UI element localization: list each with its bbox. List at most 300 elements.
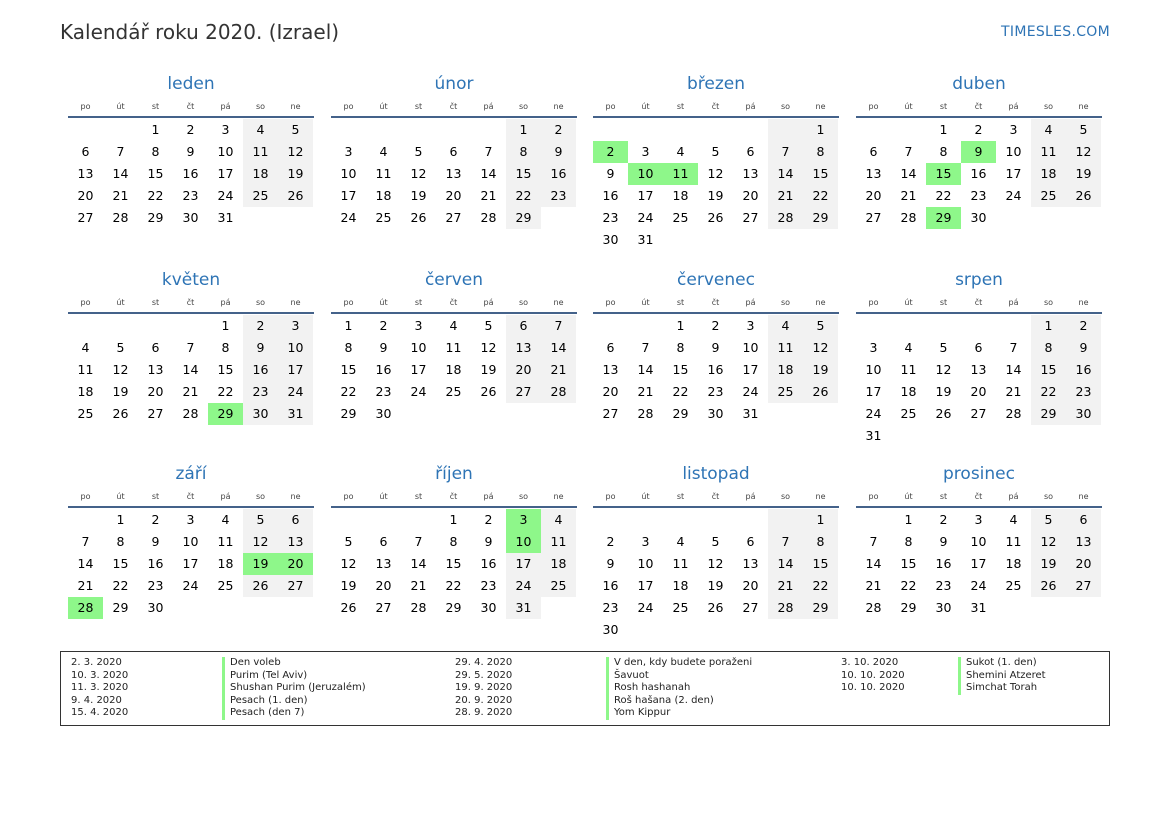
empty-cell xyxy=(856,509,891,531)
day-cell: 29 xyxy=(900,600,917,615)
day-cell: 11 xyxy=(541,531,576,553)
empty-cell xyxy=(331,119,366,141)
holiday-day: 20 xyxy=(278,553,313,575)
day-cell: 16 xyxy=(935,556,952,571)
weekday-label: st xyxy=(151,297,160,307)
day-cell: 28 xyxy=(541,381,576,403)
day-cell: 28 xyxy=(1005,406,1022,421)
day-cell: 14 xyxy=(865,556,882,571)
day-cell: 31 xyxy=(637,232,654,247)
day-cell: 25 xyxy=(445,384,462,399)
legend-holiday-name: Šavuot xyxy=(606,670,752,683)
month-name: říjen xyxy=(435,464,473,484)
weekday-label: čt xyxy=(449,101,458,111)
day-cell: 27 xyxy=(445,210,462,225)
empty-cell xyxy=(68,119,103,141)
day-cell: 16 xyxy=(970,166,987,181)
day-cell: 7 xyxy=(484,144,493,159)
day-grid xyxy=(331,315,577,425)
legend-names-2 xyxy=(606,657,752,720)
weekday-label: so xyxy=(1043,491,1054,501)
day-cell: 9 xyxy=(606,166,615,181)
legend-dates-2 xyxy=(455,657,512,720)
month-listopad xyxy=(593,462,839,641)
month-leden xyxy=(68,72,314,229)
weekday-label: út xyxy=(904,101,913,111)
day-cell: 25 xyxy=(1005,578,1022,593)
day-cell: 21 xyxy=(768,575,803,597)
day-cell: 10 xyxy=(340,166,357,181)
day-cell: 13 xyxy=(742,556,759,571)
day-cell: 22 xyxy=(147,188,164,203)
weekday-label: so xyxy=(780,491,791,501)
day-cell: 1 xyxy=(116,512,125,527)
weekday-label: st xyxy=(414,491,423,501)
day-cell: 18 xyxy=(672,188,689,203)
day-cell: 8 xyxy=(803,141,838,163)
day-cell: 1 xyxy=(939,122,948,137)
holiday-day: 10 xyxy=(628,163,663,185)
weekday-label: pá xyxy=(1008,297,1019,307)
weekday-label: st xyxy=(151,101,160,111)
day-cell: 25 xyxy=(672,210,689,225)
day-cell: 31 xyxy=(278,403,313,425)
day-cell: 29 xyxy=(672,406,689,421)
day-cell: 14 xyxy=(768,163,803,185)
day-cell: 21 xyxy=(480,188,497,203)
day-cell: 1 xyxy=(449,512,458,527)
day-cell: 18 xyxy=(77,384,94,399)
day-cell: 6 xyxy=(746,144,755,159)
day-cell: 13 xyxy=(375,556,392,571)
month-červenec xyxy=(593,268,839,425)
day-cell: 3 xyxy=(186,512,195,527)
day-cell: 29 xyxy=(340,406,357,421)
weekday-label: čt xyxy=(449,297,458,307)
day-cell: 13 xyxy=(602,362,619,377)
day-cell: 31 xyxy=(217,210,234,225)
day-cell: 3 xyxy=(414,318,423,333)
day-cell: 17 xyxy=(742,362,759,377)
weekday-header xyxy=(68,486,314,508)
day-cell: 7 xyxy=(768,531,803,553)
empty-cell xyxy=(138,315,173,337)
day-cell: 16 xyxy=(375,362,392,377)
day-cell: 5 xyxy=(1066,119,1101,141)
month-únor xyxy=(331,72,577,229)
day-cell: 28 xyxy=(112,210,129,225)
day-cell: 8 xyxy=(803,531,838,553)
day-cell: 15 xyxy=(112,556,129,571)
day-cell: 19 xyxy=(112,384,129,399)
empty-cell xyxy=(856,315,891,337)
month-srpen xyxy=(856,268,1102,447)
month-prosinec xyxy=(856,462,1102,619)
day-cell: 14 xyxy=(112,166,129,181)
day-cell: 18 xyxy=(445,362,462,377)
day-cell: 28 xyxy=(480,210,497,225)
weekday-label: čt xyxy=(974,297,983,307)
weekday-label: po xyxy=(343,101,354,111)
day-cell: 31 xyxy=(970,600,987,615)
legend-date: 20. 9. 2020 xyxy=(455,694,513,706)
day-cell: 22 xyxy=(1031,381,1066,403)
weekday-label: po xyxy=(605,297,616,307)
day-cell: 18 xyxy=(768,359,803,381)
day-cell: 19 xyxy=(1031,553,1066,575)
day-cell: 21 xyxy=(182,384,199,399)
day-cell: 18 xyxy=(1031,163,1066,185)
legend-date: 9. 4. 2020 xyxy=(71,694,122,706)
day-cell: 2 xyxy=(541,119,576,141)
day-cell: 12 xyxy=(340,556,357,571)
day-cell: 8 xyxy=(676,340,685,355)
day-cell: 2 xyxy=(939,512,948,527)
day-cell: 8 xyxy=(344,340,353,355)
day-cell: 4 xyxy=(1031,119,1066,141)
day-cell: 12 xyxy=(480,340,497,355)
day-cell: 4 xyxy=(904,340,913,355)
legend-date: 10. 10. 2020 xyxy=(841,682,905,694)
day-cell: 14 xyxy=(768,553,803,575)
day-grid xyxy=(593,119,839,251)
empty-cell xyxy=(173,315,208,337)
day-cell: 5 xyxy=(344,534,353,549)
day-cell: 15 xyxy=(803,553,838,575)
day-cell: 4 xyxy=(676,144,685,159)
day-cell: 5 xyxy=(939,340,948,355)
weekday-label: po xyxy=(868,491,879,501)
day-cell: 30 xyxy=(935,600,952,615)
day-cell: 5 xyxy=(711,144,720,159)
weekday-label: ne xyxy=(815,101,826,111)
day-cell: 26 xyxy=(1031,575,1066,597)
day-cell: 16 xyxy=(707,362,724,377)
empty-cell xyxy=(628,315,663,337)
day-cell: 15 xyxy=(672,362,689,377)
month-březen xyxy=(593,72,839,251)
month-name: březen xyxy=(686,74,746,94)
legend-dates-1 xyxy=(71,657,128,720)
day-cell: 6 xyxy=(278,509,313,531)
brand-link[interactable]: TIMESLES.COM xyxy=(1001,24,1110,40)
day-cell: 4 xyxy=(1009,512,1018,527)
day-cell: 7 xyxy=(641,340,650,355)
day-cell: 12 xyxy=(112,362,129,377)
weekday-label: ne xyxy=(290,491,301,501)
day-cell: 24 xyxy=(410,384,427,399)
day-cell: 9 xyxy=(606,556,615,571)
empty-cell xyxy=(103,315,138,337)
day-cell: 30 xyxy=(182,210,199,225)
day-cell: 29 xyxy=(506,207,541,229)
day-cell: 25 xyxy=(217,578,234,593)
day-cell: 13 xyxy=(77,166,94,181)
empty-cell xyxy=(471,119,506,141)
empty-cell xyxy=(663,119,698,141)
day-cell: 21 xyxy=(865,578,882,593)
empty-cell xyxy=(768,119,803,141)
day-cell: 14 xyxy=(77,556,94,571)
day-cell: 4 xyxy=(221,512,230,527)
weekday-label: út xyxy=(116,491,125,501)
weekday-label: út xyxy=(904,297,913,307)
day-cell: 11 xyxy=(768,337,803,359)
weekday-label: so xyxy=(1043,297,1054,307)
day-cell: 15 xyxy=(217,362,234,377)
weekday-label: st xyxy=(151,491,160,501)
empty-cell xyxy=(103,119,138,141)
weekday-label: st xyxy=(414,101,423,111)
weekday-label: út xyxy=(116,297,125,307)
month-name: prosinec xyxy=(943,464,1015,484)
day-cell: 18 xyxy=(900,384,917,399)
empty-cell xyxy=(698,119,733,141)
day-cell: 26 xyxy=(340,600,357,615)
day-cell: 28 xyxy=(182,406,199,421)
day-cell: 24 xyxy=(865,406,882,421)
day-cell: 15 xyxy=(340,362,357,377)
day-cell: 28 xyxy=(865,600,882,615)
empty-cell xyxy=(768,509,803,531)
day-cell: 19 xyxy=(707,188,724,203)
day-cell: 18 xyxy=(672,578,689,593)
day-cell: 9 xyxy=(939,534,948,549)
day-cell: 19 xyxy=(278,163,313,185)
day-cell: 10 xyxy=(1005,144,1022,159)
day-cell: 21 xyxy=(77,578,94,593)
day-cell: 12 xyxy=(707,556,724,571)
day-cell: 20 xyxy=(77,188,94,203)
holiday-day: 29 xyxy=(208,403,243,425)
month-name: únor xyxy=(434,74,474,94)
weekday-label: ne xyxy=(815,491,826,501)
legend-dates-3 xyxy=(841,657,905,695)
day-cell: 19 xyxy=(803,359,838,381)
day-cell: 6 xyxy=(151,340,160,355)
day-cell: 5 xyxy=(484,318,493,333)
day-cell: 3 xyxy=(641,144,650,159)
empty-cell xyxy=(733,509,768,531)
month-name: září xyxy=(175,464,207,484)
empty-cell xyxy=(401,509,436,531)
day-cell: 27 xyxy=(147,406,164,421)
weekday-label: so xyxy=(780,101,791,111)
day-cell: 22 xyxy=(112,578,129,593)
day-cell: 10 xyxy=(742,340,759,355)
day-cell: 15 xyxy=(147,166,164,181)
day-cell: 13 xyxy=(1066,531,1101,553)
day-cell: 4 xyxy=(676,534,685,549)
weekday-label: po xyxy=(343,297,354,307)
weekday-header xyxy=(593,486,839,508)
day-cell: 23 xyxy=(602,600,619,615)
day-cell: 25 xyxy=(672,600,689,615)
day-cell: 21 xyxy=(637,384,654,399)
day-cell: 14 xyxy=(410,556,427,571)
day-cell: 23 xyxy=(970,188,987,203)
day-cell: 26 xyxy=(707,210,724,225)
empty-cell xyxy=(663,509,698,531)
month-name: květen xyxy=(161,270,221,290)
empty-cell xyxy=(593,315,628,337)
day-cell: 8 xyxy=(1031,337,1066,359)
day-cell: 25 xyxy=(243,185,278,207)
day-cell: 4 xyxy=(81,340,90,355)
day-cell: 20 xyxy=(742,188,759,203)
day-cell: 14 xyxy=(900,166,917,181)
day-cell: 30 xyxy=(602,622,619,637)
day-cell: 7 xyxy=(81,534,90,549)
day-cell: 12 xyxy=(243,531,278,553)
day-cell: 11 xyxy=(375,166,392,181)
month-name: duben xyxy=(952,74,1006,94)
day-grid xyxy=(331,119,577,229)
day-cell: 2 xyxy=(606,534,615,549)
day-cell: 25 xyxy=(375,210,392,225)
day-cell: 29 xyxy=(1031,403,1066,425)
day-cell: 24 xyxy=(506,575,541,597)
day-cell: 23 xyxy=(707,384,724,399)
month-name: listopad xyxy=(682,464,750,484)
day-cell: 4 xyxy=(379,144,388,159)
empty-cell xyxy=(593,509,628,531)
month-říjen xyxy=(331,462,577,619)
day-cell: 12 xyxy=(278,141,313,163)
legend-holiday-name: Yom Kippur xyxy=(606,707,752,720)
day-cell: 17 xyxy=(217,166,234,181)
weekday-header xyxy=(856,486,1102,508)
day-cell: 5 xyxy=(803,315,838,337)
day-cell: 7 xyxy=(541,315,576,337)
day-cell: 5 xyxy=(414,144,423,159)
day-cell: 26 xyxy=(1066,185,1101,207)
day-cell: 11 xyxy=(672,556,689,571)
day-cell: 5 xyxy=(711,534,720,549)
empty-cell xyxy=(856,119,891,141)
day-cell: 27 xyxy=(278,575,313,597)
day-cell: 26 xyxy=(112,406,129,421)
empty-cell xyxy=(331,509,366,531)
day-cell: 6 xyxy=(449,144,458,159)
empty-cell xyxy=(68,315,103,337)
day-cell: 22 xyxy=(445,578,462,593)
day-cell: 11 xyxy=(217,534,234,549)
day-cell: 19 xyxy=(340,578,357,593)
weekday-label: ne xyxy=(290,297,301,307)
day-cell: 21 xyxy=(541,359,576,381)
day-cell: 3 xyxy=(278,315,313,337)
day-cell: 7 xyxy=(186,340,195,355)
day-cell: 19 xyxy=(410,188,427,203)
day-cell: 13 xyxy=(506,337,541,359)
holiday-day: 9 xyxy=(961,141,996,163)
weekday-label: so xyxy=(1043,101,1054,111)
day-cell: 14 xyxy=(480,166,497,181)
legend-holiday-name: V den, kdy budete poraženi xyxy=(606,657,752,670)
weekday-label: út xyxy=(641,491,650,501)
day-cell: 14 xyxy=(541,337,576,359)
weekday-label: čt xyxy=(186,491,195,501)
legend-date: 2. 3. 2020 xyxy=(71,657,122,668)
day-cell: 17 xyxy=(1005,166,1022,181)
holiday-day: 15 xyxy=(926,163,961,185)
day-cell: 2 xyxy=(151,512,160,527)
day-cell: 17 xyxy=(506,553,541,575)
day-cell: 3 xyxy=(221,122,230,137)
day-cell: 2 xyxy=(974,122,983,137)
day-cell: 23 xyxy=(147,578,164,593)
weekday-label: út xyxy=(116,101,125,111)
weekday-label: út xyxy=(379,297,388,307)
day-cell: 27 xyxy=(602,406,619,421)
weekday-label: pá xyxy=(745,297,756,307)
day-cell: 8 xyxy=(904,534,913,549)
day-grid xyxy=(331,509,577,619)
day-cell: 21 xyxy=(112,188,129,203)
month-září xyxy=(68,462,314,619)
month-name: leden xyxy=(167,74,215,94)
day-grid xyxy=(856,509,1102,619)
weekday-label: st xyxy=(939,491,948,501)
day-cell: 27 xyxy=(742,600,759,615)
day-cell: 29 xyxy=(147,210,164,225)
weekday-label: pá xyxy=(483,491,494,501)
weekday-label: čt xyxy=(449,491,458,501)
day-cell: 17 xyxy=(410,362,427,377)
day-cell: 5 xyxy=(1031,509,1066,531)
day-cell: 24 xyxy=(637,600,654,615)
legend-holiday-name: Shushan Purim (Jeruzalém) xyxy=(222,682,366,695)
weekday-label: ne xyxy=(553,297,564,307)
empty-cell xyxy=(996,315,1031,337)
day-cell: 22 xyxy=(672,384,689,399)
day-cell: 25 xyxy=(541,575,576,597)
day-cell: 24 xyxy=(340,210,357,225)
day-cell: 29 xyxy=(445,600,462,615)
day-cell: 1 xyxy=(151,122,160,137)
day-cell: 28 xyxy=(768,207,803,229)
day-cell: 10 xyxy=(865,362,882,377)
day-cell: 3 xyxy=(1009,122,1018,137)
day-cell: 1 xyxy=(904,512,913,527)
day-cell: 1 xyxy=(221,318,230,333)
day-cell: 26 xyxy=(803,381,838,403)
day-cell: 23 xyxy=(182,188,199,203)
day-cell: 10 xyxy=(217,144,234,159)
day-grid xyxy=(593,509,839,641)
holiday-day: 2 xyxy=(593,141,628,163)
day-cell: 26 xyxy=(278,185,313,207)
weekday-label: st xyxy=(414,297,423,307)
day-cell: 24 xyxy=(970,578,987,593)
day-cell: 31 xyxy=(865,428,882,443)
day-cell: 13 xyxy=(742,166,759,181)
day-cell: 30 xyxy=(147,600,164,615)
weekday-label: so xyxy=(518,101,529,111)
day-cell: 1 xyxy=(506,119,541,141)
day-cell: 6 xyxy=(506,315,541,337)
day-cell: 8 xyxy=(221,340,230,355)
day-cell: 17 xyxy=(278,359,313,381)
day-cell: 20 xyxy=(375,578,392,593)
day-cell: 28 xyxy=(768,597,803,619)
day-cell: 13 xyxy=(147,362,164,377)
empty-cell xyxy=(961,315,996,337)
legend-holiday-name: Roš hašana (2. den) xyxy=(606,695,752,708)
holiday-day: 29 xyxy=(926,207,961,229)
day-cell: 20 xyxy=(1066,553,1101,575)
